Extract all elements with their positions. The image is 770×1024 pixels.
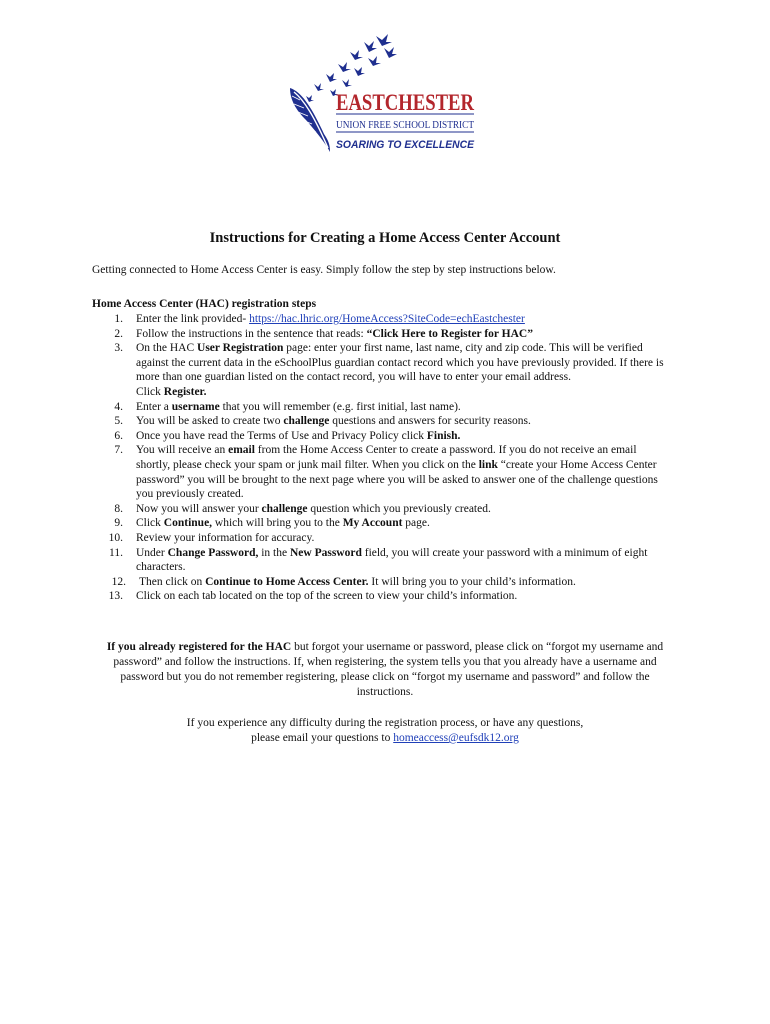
step-text-run: You will be asked to create two [136, 415, 284, 428]
step-text [136, 444, 658, 500]
step-item [92, 546, 670, 575]
contact-paragraph [100, 716, 670, 746]
forgot-bold-lead: If you already registered for the HAC [106, 641, 292, 653]
step-bold-text: Finish. [426, 429, 461, 442]
step-text-run: in the [258, 546, 290, 559]
step-text-run: On the HAC [136, 342, 198, 355]
step-bold-text: email [228, 444, 255, 457]
step-text [136, 401, 461, 413]
step-item [92, 502, 670, 517]
step-text [136, 415, 531, 427]
step-bold-text: challenge [283, 415, 330, 428]
step-text [136, 313, 525, 325]
step-text-run: Then click on [139, 575, 206, 588]
step-item [92, 414, 670, 429]
step-text-run: Under [136, 546, 168, 559]
contact-line-2: please email your questions to [251, 732, 394, 744]
steps-heading: Home Access Center (HAC) registration steps [92, 298, 317, 310]
hac-registration-link[interactable]: https://hac.lhric.org/HomeAccess?SiteCode=echEastchester [249, 313, 525, 325]
step-number: 12. [111, 575, 126, 588]
step-text [136, 430, 460, 442]
step-text-run: You will receive an [136, 444, 229, 457]
registration-steps-list [92, 312, 670, 604]
step-text [136, 532, 314, 544]
step-bold-text: User Registration [197, 342, 284, 355]
step-bold-text: Register. [163, 385, 207, 398]
step-text [136, 517, 430, 529]
step-text-run: Enter a [136, 400, 172, 413]
logo-slogan: SOARING TO EXCELLENCE [336, 139, 475, 151]
district-logo [284, 30, 480, 158]
forgot-text: but forgot your username or password, please click on “forgot my username and password” and follow the instructions. If, when registering, the system tells you that you already have a username and password but you do not remember registering, please click on “forgot my username and password” and follow the instructions. [113, 641, 664, 698]
step-item [92, 341, 670, 399]
step-text-run: question which you previously created. [307, 502, 491, 515]
step-text-run: Now you will answer your [136, 502, 262, 515]
step-text-run: It will bring you to your child’s information. [368, 575, 576, 588]
step-item [92, 312, 670, 327]
step-bold-text: “Click Here to Register for HAC” [366, 327, 533, 340]
step-text [136, 503, 491, 515]
step-item [92, 443, 670, 501]
step-text [136, 547, 647, 574]
step-text-run: Click [136, 517, 164, 530]
step-text-run: Follow the instructions in the sentence that reads: [136, 327, 367, 340]
step-item [92, 400, 670, 415]
contact-line-1: If you experience any difficulty during the registration process, or have any questions, [186, 717, 584, 729]
step-text [136, 342, 664, 398]
step-number: 1. [114, 313, 123, 325]
step-text-run: page. [402, 517, 430, 530]
intro-text: Getting connected to Home Access Center is easy. Simply follow the step by step instructions below. [92, 264, 556, 276]
step-bold-text: link [478, 458, 498, 471]
step-item [92, 516, 670, 531]
step-text [136, 328, 533, 340]
logo-name: EASTCHESTER [336, 90, 475, 115]
step-item [92, 589, 670, 604]
contact-email-link[interactable]: homeaccess@eufsdk12.org [393, 732, 519, 744]
step-text-run: questions and answers for security reasons. [329, 415, 531, 428]
step-bold-text: My Account [342, 517, 403, 530]
step-number: 5. [114, 415, 123, 428]
step-text-run: Once you have read the Terms of Use and Privacy Policy click [136, 429, 427, 442]
step-bold-text: Continue to Home Access Center. [205, 575, 369, 588]
step-item [92, 429, 670, 444]
step-item [92, 531, 670, 546]
forgot-credentials-paragraph [100, 640, 670, 700]
step-number: 3. [114, 342, 123, 355]
step-text-run: Click [136, 385, 164, 398]
step-text-run: Enter the link provided- [136, 313, 250, 325]
step-bold-text: Change Password, [167, 546, 259, 559]
step-number: 11. [109, 546, 123, 559]
step-bold-text: username [171, 400, 220, 413]
step-item [92, 575, 670, 590]
step-bold-text: New Password [289, 546, 362, 559]
step-number: 4. [114, 400, 123, 413]
logo-district: UNION FREE SCHOOL DISTRICT [336, 120, 474, 131]
step-text-run: which will bring you to the [212, 517, 343, 530]
step-text-run: Click on each tab located on the top of the screen to view your child’s information. [136, 590, 518, 603]
step-number: 7. [114, 444, 123, 457]
step-number: 9. [114, 517, 123, 530]
step-bold-text: Continue, [163, 517, 213, 530]
document-title: Instructions for Creating a Home Access Center Account [209, 230, 561, 246]
step-number: 6. [114, 429, 123, 442]
step-text [136, 590, 517, 602]
step-text-run: Review your information for accuracy. [136, 531, 315, 544]
step-bold-text: challenge [261, 502, 308, 515]
step-number: 2. [114, 327, 123, 340]
step-text-run: field, you will create your password with a minimum of eight characters. [136, 546, 648, 574]
step-text-run: page: enter your first name, last name, city and zip code. This will be verified against the current data in the eSchoolPlus guardian contact record which you have previously provided. If there is more than one guardian listed on the contact record, you will have to enter your email address. [136, 342, 664, 384]
step-text-run: from the Home Access Center to create a password. If you do not receive an email shortly, please check your spam or junk mail filter. When you click on the [136, 444, 637, 471]
step-number: 8. [114, 502, 123, 515]
step-number: 10. [108, 531, 123, 544]
step-text [136, 576, 576, 588]
step-text-run: “create your Home Access Center password” you will be brought to the next page where you will be asked to answer one of the challenge questions you previously created. [136, 458, 658, 501]
step-number: 13. [108, 590, 123, 603]
step-item [92, 327, 670, 342]
step-text-run: that you will remember (e.g. first initial, last name). [219, 400, 461, 413]
